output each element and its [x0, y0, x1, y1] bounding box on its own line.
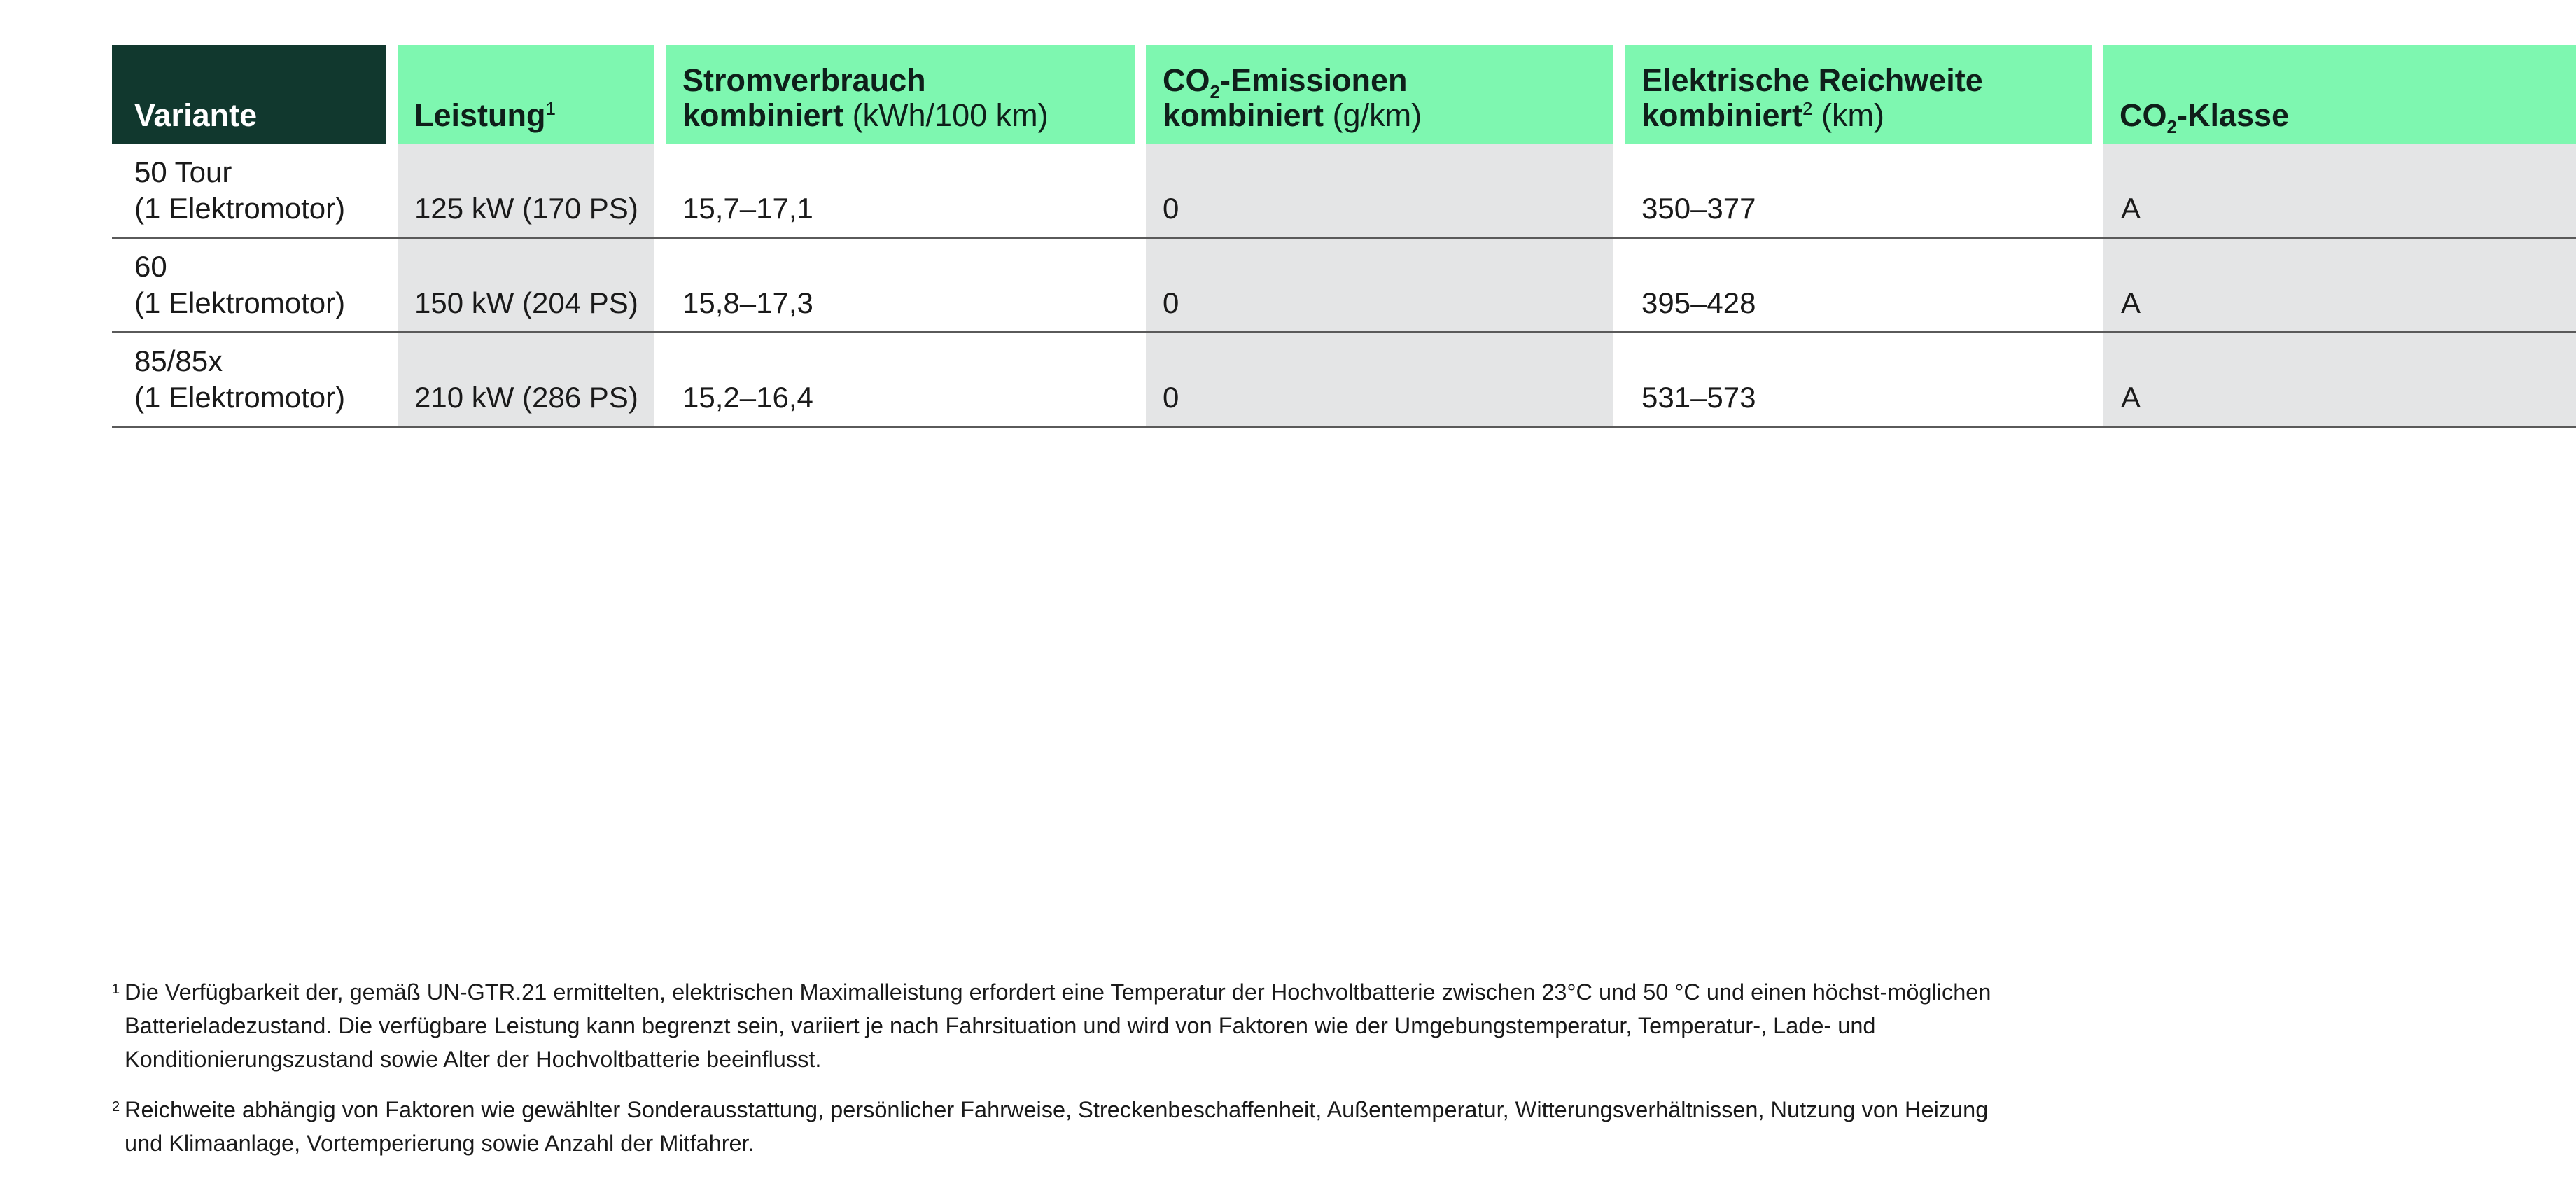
cell-stromverbrauch: 15,7–17,1	[682, 192, 813, 225]
footnote-ref-1: 1	[545, 98, 556, 119]
header-co2-sub: 2	[1210, 81, 1220, 102]
cell-klasse: A	[2121, 381, 2141, 414]
footnote-text: Reichweite abhängig von Faktoren wie gewählter Sonderausstattung, persönlicher Fahrweise, Streckenbeschaffenheit, Außentemperatur, Witterungsverhältnissen, Nutzung von Heizung und Klimaanlage, Vortemperierung sowie Anzahl der Mitfahrer.	[125, 1097, 1989, 1156]
header-reichweite-line1: Elektrische Reichweite	[1642, 62, 1983, 98]
header-leistung	[398, 45, 654, 144]
footnote-1	[112, 975, 2002, 1076]
cell-klasse: A	[2121, 192, 2141, 225]
variante-name: 85/85x	[134, 344, 223, 377]
variante-motor: (1 Elektromotor)	[134, 381, 346, 414]
cell-leistung: 150 kW (204 PS)	[414, 286, 638, 319]
cell-klasse: A	[2121, 286, 2141, 319]
row-divider	[112, 426, 2576, 428]
header-co2-klasse	[2103, 45, 2576, 144]
cell-leistung: 210 kW (286 PS)	[414, 381, 638, 414]
footnote-number: 1	[112, 982, 120, 997]
header-strom-line1: Stromverbrauch	[682, 62, 926, 98]
header-co2-co: CO	[1163, 62, 1210, 98]
variante-name: 60	[134, 250, 167, 283]
cell-variante	[134, 249, 345, 321]
cell-stromverbrauch: 15,8–17,3	[682, 286, 813, 319]
footnote-number: 2	[112, 1099, 120, 1115]
cell-stromverbrauch: 15,2–16,4	[682, 381, 813, 414]
cell-variante	[134, 343, 345, 416]
header-klasse-co: CO	[2120, 97, 2167, 133]
cell-variante	[134, 154, 345, 227]
header-co2-rest: -Emissionen	[1219, 62, 1408, 98]
row-divider	[112, 331, 2576, 333]
cell-co2: 0	[1163, 381, 1180, 414]
header-strom-unit: (kWh/100 km)	[852, 97, 1049, 133]
footnote-2	[112, 1093, 2002, 1160]
variante-motor: (1 Elektromotor)	[134, 286, 346, 319]
header-stromverbrauch	[666, 45, 1135, 144]
header-strom-line2: kombiniert	[682, 97, 844, 133]
cell-co2: 0	[1163, 192, 1180, 225]
cell-reichweite: 395–428	[1642, 286, 1756, 319]
header-co2-emissionen	[1146, 45, 1614, 144]
header-klasse-rest: -Klasse	[2176, 97, 2290, 133]
cell-leistung: 125 kW (170 PS)	[414, 192, 638, 225]
header-reichweite-line2: kombiniert	[1642, 97, 1803, 133]
header-variante-label: Variante	[134, 97, 258, 133]
header-variante	[112, 45, 386, 144]
row-divider	[112, 237, 2576, 239]
header-co2-unit: (g/km)	[1332, 97, 1422, 133]
header-leistung-label: Leistung	[414, 97, 546, 133]
header-klasse-sub: 2	[2166, 116, 2177, 137]
footnote-text: Die Verfügbarkeit der, gemäß UN-GTR.21 ermittelten, elektrischen Maximalleistung erfordert eine Temperatur der Hochvoltbatterie zwischen 23°C und 50 °C und einen höchst-möglichen Batterieladezustand. Die verfügbare Leistung kann begrenzt sein, variiert je nach Fahrsituation und wird von Faktoren wie der Umgebungstemperatur, Temperatur-, Lade- und Konditionierungszustand sowie Alter der Hochvoltbatterie beeinflusst.	[125, 979, 1991, 1072]
header-co2-line2: kombiniert	[1163, 97, 1324, 133]
cell-reichweite: 531–573	[1642, 381, 1756, 414]
header-reichweite-unit: (km)	[1821, 97, 1884, 133]
variante-name: 50 Tour	[134, 155, 232, 188]
footnote-ref-2: 2	[1802, 98, 1813, 119]
variante-motor: (1 Elektromotor)	[134, 192, 346, 225]
cell-reichweite: 350–377	[1642, 192, 1756, 225]
cell-co2: 0	[1163, 286, 1180, 319]
header-reichweite	[1625, 45, 2092, 144]
